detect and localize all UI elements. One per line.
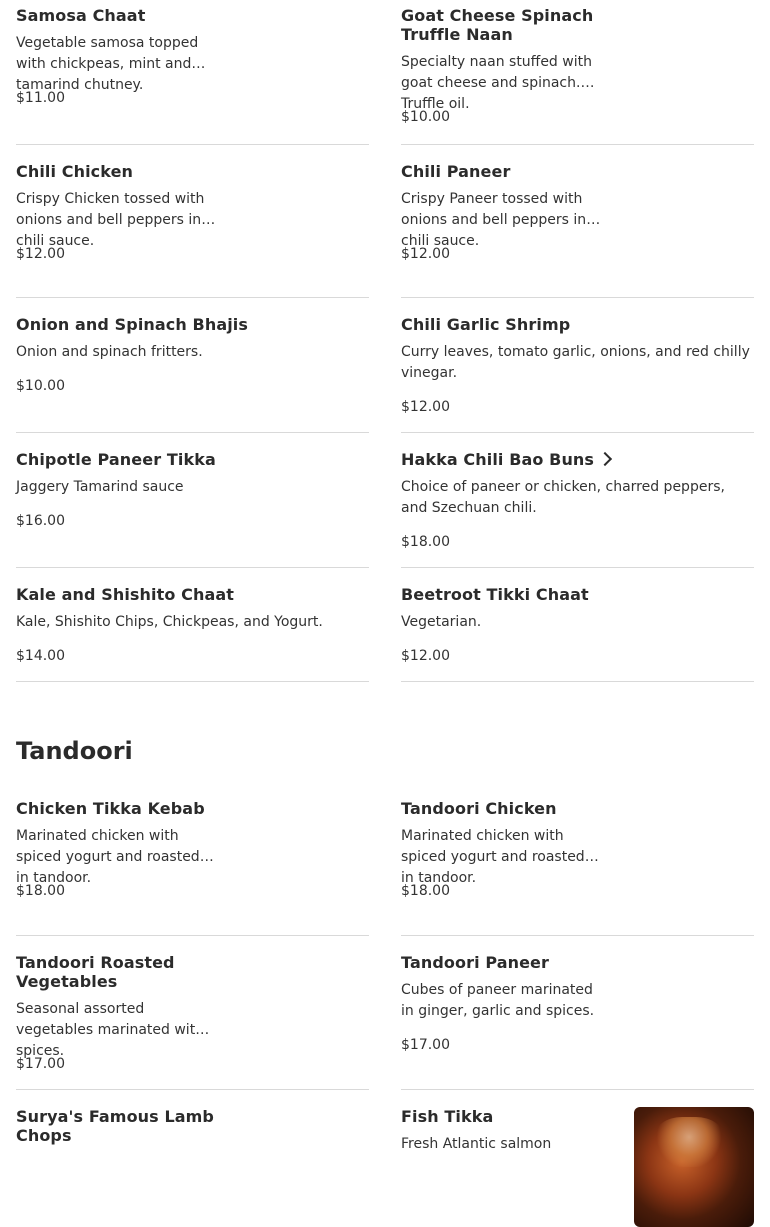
item-description: Jaggery Tamarind sauce <box>16 479 184 495</box>
appetizers-grid <box>16 6 754 682</box>
item-description: Marinated chicken with spiced yogurt and roasted in tandoor. <box>16 828 200 886</box>
menu-item-hakka-chili-bao-buns[interactable] <box>401 433 754 568</box>
item-description: Vegetarian. <box>401 614 482 630</box>
menu-item-tandoori-roasted-vegetables[interactable] <box>16 936 369 1090</box>
item-name: Samosa Chaat <box>16 6 146 25</box>
item-description: Onion and spinach fritters. <box>16 344 203 360</box>
item-price: $18.00 <box>401 534 450 550</box>
menu-item-tandoori-paneer[interactable] <box>401 936 754 1090</box>
chevron-right-icon[interactable] <box>598 452 612 466</box>
item-name: Chili Paneer <box>401 162 511 181</box>
menu-item-chili-paneer[interactable] <box>401 145 754 298</box>
item-name: Fish Tikka <box>401 1107 494 1126</box>
item-price: $17.00 <box>401 1037 450 1053</box>
item-description: Seasonal assorted vegetables marinated with spices. <box>16 1001 205 1059</box>
item-name-text: Hakka Chili Bao Buns <box>401 450 595 469</box>
menu-item-tandoori-chicken[interactable] <box>401 799 754 936</box>
fish-tikka-photo[interactable] <box>634 1107 754 1227</box>
menu-item-chili-garlic-shrimp[interactable] <box>401 298 754 433</box>
item-price: $17.00 <box>16 1056 65 1072</box>
item-name: Chicken Tikka Kebab <box>16 799 205 818</box>
tandoori-grid <box>16 799 754 1170</box>
section-title-tandoori: Tandoori <box>16 737 133 765</box>
item-price: $12.00 <box>401 399 450 415</box>
item-name: Chili Garlic Shrimp <box>401 315 571 334</box>
menu-item-fish-tikka[interactable] <box>401 1090 754 1170</box>
item-name: Tandoori Roasted Vegetables <box>16 953 175 991</box>
item-price: $12.00 <box>16 246 65 262</box>
item-description: Fresh Atlantic salmon <box>401 1136 552 1152</box>
item-name: Onion and Spinach Bhajis <box>16 315 249 334</box>
item-name <box>401 450 754 469</box>
item-description: Marinated chicken with spiced yogurt and roasted in tandoor. <box>401 828 585 886</box>
item-price: $10.00 <box>16 378 65 394</box>
menu-item-beetroot-tikki-chaat[interactable] <box>401 568 754 682</box>
item-description: Choice of paneer or chicken, charred peppers, and Szechuan chili. <box>401 479 725 516</box>
item-description: Vegetable samosa topped with chickpeas, mint and tamarind chutney. <box>16 35 199 93</box>
item-price: $12.00 <box>401 246 450 262</box>
item-name: Beetroot Tikki Chaat <box>401 585 589 604</box>
menu-item-onion-spinach-bhajis[interactable] <box>16 298 369 433</box>
menu-item-chicken-tikka-kebab[interactable] <box>16 799 369 936</box>
item-price: $12.00 <box>401 648 450 664</box>
item-price: $18.00 <box>16 883 65 899</box>
menu-item-chipotle-paneer-tikka[interactable] <box>16 433 369 568</box>
item-name: Goat Cheese Spinach Truffle Naan <box>401 6 594 44</box>
item-description: Cubes of paneer marinated in ginger, garlic and spices. <box>401 982 595 1019</box>
item-description: Kale, Shishito Chips, Chickpeas, and Yogurt. <box>16 614 323 630</box>
item-name: Kale and Shishito Chaat <box>16 585 234 604</box>
item-name: Chili Chicken <box>16 162 134 181</box>
menu-item-goat-cheese-naan[interactable] <box>401 6 754 145</box>
item-price: $18.00 <box>401 883 450 899</box>
item-name: Tandoori Chicken <box>401 799 557 818</box>
item-description: Crispy Chicken tossed with onions and bell peppers in chili sauce. <box>16 191 205 249</box>
item-price: $16.00 <box>16 513 65 529</box>
item-price: $10.00 <box>401 109 450 125</box>
menu-item-lamb-chops[interactable] <box>16 1090 369 1170</box>
item-name: Tandoori Paneer <box>401 953 549 972</box>
menu-item-kale-shishito-chaat[interactable] <box>16 568 369 682</box>
item-description: Crispy Paneer tossed with onions and bell peppers in chili sauce. <box>401 191 587 249</box>
item-description: Curry leaves, tomato garlic, onions, and red chilly vinegar. <box>401 344 750 381</box>
menu-item-samosa-chaat[interactable] <box>16 6 369 145</box>
menu-item-chili-chicken[interactable] <box>16 145 369 298</box>
item-price: $11.00 <box>16 90 65 106</box>
item-description: Specialty naan stuffed with goat cheese and spinach. Truffle oil. <box>401 54 592 112</box>
item-price: $14.00 <box>16 648 65 664</box>
item-name: Chipotle Paneer Tikka <box>16 450 216 469</box>
item-name: Surya's Famous Lamb Chops <box>16 1107 214 1145</box>
